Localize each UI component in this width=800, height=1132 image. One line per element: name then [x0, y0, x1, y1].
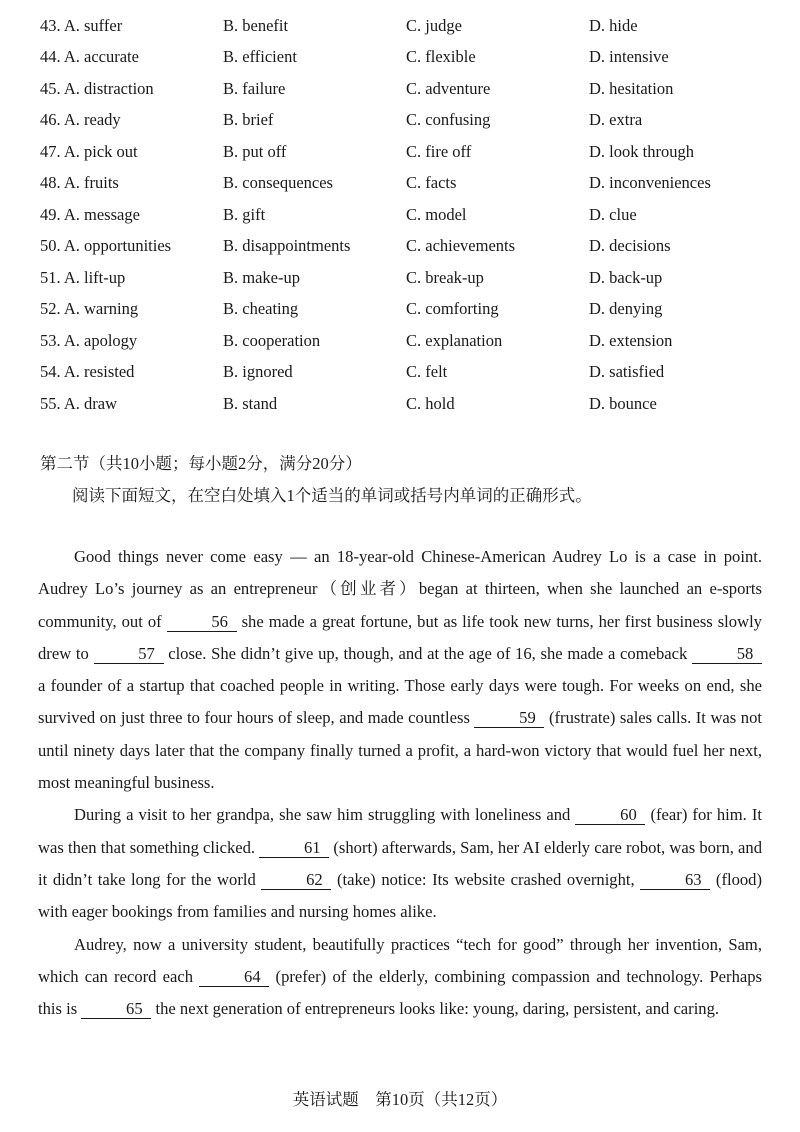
option-row — [40, 42, 780, 74]
blank-62: 62 — [261, 871, 331, 890]
option-text: A. ready — [63, 110, 121, 130]
option-b: B. gift — [223, 204, 266, 224]
option-a — [40, 362, 223, 382]
option-row — [40, 325, 780, 357]
option-a — [40, 268, 223, 288]
question-number: 55. — [40, 393, 61, 413]
option-d: D. satisfied — [589, 362, 665, 382]
option-text: A. warning — [63, 299, 139, 319]
option-a — [40, 205, 223, 225]
option-b: B. put off — [223, 141, 287, 161]
passage-text: (frustrate) sales calls. It was not until ninety days later that the company finally turned a profit, a hard-won victory that would fuel her next, most meaningful business. — [38, 708, 762, 793]
option-row — [40, 388, 780, 420]
page-footer: 英语试题 第10页（共12页） — [292, 1090, 508, 1109]
option-c: C. hold — [406, 393, 455, 413]
blank-61: 61 — [259, 839, 329, 858]
option-c: C. explanation — [406, 330, 503, 350]
option-c: C. comforting — [406, 299, 499, 319]
option-d: D. extra — [589, 110, 643, 130]
option-b: B. efficient — [223, 47, 297, 67]
option-d: D. hide — [589, 15, 638, 35]
option-c: C. judge — [406, 15, 462, 35]
passage-text: close. She didn’t give up, though, and at the age of 16, she made a comeback — [163, 643, 692, 663]
option-c: C. flexible — [406, 47, 476, 67]
paragraph-2 — [38, 799, 762, 928]
section-title: 第二节（共10小题；每小题2分，满分20分） — [40, 454, 362, 473]
option-d: D. decisions — [589, 236, 671, 256]
option-text: A. message — [63, 204, 140, 224]
blank-58: 58 — [692, 645, 762, 664]
option-c: C. model — [406, 204, 467, 224]
option-d: D. intensive — [589, 47, 669, 67]
option-text: A. fruits — [63, 173, 119, 193]
passage-text: a founder of a startup that coached people in writing. Those early days were tough. For weeks on end, she survived on just three to four hours of sleep, and made countless — [38, 676, 762, 728]
option-d: D. bounce — [589, 393, 657, 413]
option-text: A. suffer — [63, 15, 123, 35]
passage-text: During a visit to her grandpa, she saw him struggling with loneliness and — [74, 805, 576, 825]
option-d: D. extension — [589, 330, 673, 350]
option-a — [40, 173, 223, 193]
question-number: 44. — [40, 47, 61, 67]
options-table — [40, 10, 780, 420]
paragraph-1 — [38, 541, 762, 799]
passage-text: (fear) for him. It was then that something clicked. — [38, 805, 762, 857]
passage-text: (short) afterwards, Sam, her AI elderly care robot, was born, and it didn’t take long for the world — [38, 837, 763, 889]
option-a — [40, 47, 223, 67]
passage-text: she made a great fortune, but as life took new turns, her first business slowly drew to — [38, 611, 762, 663]
option-a — [40, 142, 223, 162]
option-text: A. draw — [63, 393, 117, 413]
option-text: A. pick out — [63, 141, 138, 161]
section-instruction: 阅读下面短文，在空白处填入1个适当的单词或括号内单词的正确形式。 — [72, 486, 592, 505]
question-number: 52. — [40, 299, 61, 319]
option-row — [40, 10, 780, 42]
passage-text: Audrey, now a university student, beautifully practices “tech for good” through her invention, Sam, which can record each — [38, 934, 762, 986]
passage-text: (take) notice: Its website crashed overnight, — [331, 869, 641, 889]
option-text: A. lift-up — [63, 267, 126, 287]
question-number: 53. — [40, 330, 61, 350]
passage-text: Good things never come easy — an 18-year-old Chinese-American Audrey Lo is a case in point. Audrey Lo’s journey as an entrepreneur（创业者）began at thirteen, when she launched an e-sports community, out of — [38, 547, 762, 631]
option-row — [40, 136, 780, 168]
option-a — [40, 79, 223, 99]
option-b: B. make-up — [223, 267, 300, 287]
option-text: A. resisted — [63, 362, 135, 382]
question-number: 51. — [40, 267, 61, 287]
reading-passage — [38, 541, 762, 1025]
question-number: 48. — [40, 173, 61, 193]
option-a — [40, 299, 223, 319]
option-a — [40, 394, 223, 414]
passage-text: the next generation of entrepreneurs looks like: young, daring, persistent, and caring. — [151, 999, 720, 1019]
option-row — [40, 105, 780, 137]
question-number: 49. — [40, 204, 61, 224]
option-c: C. confusing — [406, 110, 491, 130]
blank-56: 56 — [167, 613, 237, 632]
option-c: C. break-up — [406, 267, 484, 287]
option-a — [40, 236, 223, 256]
passage-text: (prefer) of the elderly, combining compassion and technology. Perhaps this is — [38, 966, 762, 1019]
option-text: A. opportunities — [63, 236, 172, 256]
option-b: B. disappointments — [223, 236, 351, 256]
option-d: D. denying — [589, 299, 663, 319]
option-c: C. felt — [406, 362, 448, 382]
blank-59: 59 — [474, 709, 544, 728]
option-d: D. hesitation — [589, 78, 674, 98]
blank-65: 65 — [81, 1000, 151, 1019]
option-b: B. cooperation — [223, 330, 321, 350]
option-c: C. fire off — [406, 141, 472, 161]
question-number: 43. — [40, 15, 61, 35]
option-a — [40, 331, 223, 351]
option-b: B. brief — [223, 110, 274, 130]
option-row — [40, 168, 780, 200]
option-a — [40, 16, 223, 36]
option-row — [40, 231, 780, 263]
option-row — [40, 294, 780, 326]
option-b: B. benefit — [223, 15, 289, 35]
blank-63: 63 — [640, 871, 710, 890]
option-b: B. cheating — [223, 299, 299, 319]
option-b: B. stand — [223, 393, 278, 413]
option-row — [40, 262, 780, 294]
question-number: 46. — [40, 110, 61, 130]
option-d: D. inconveniences — [589, 173, 711, 193]
question-number: 45. — [40, 78, 61, 98]
option-d: D. back-up — [589, 267, 663, 287]
option-b: B. ignored — [223, 362, 293, 382]
option-c: C. achievements — [406, 236, 516, 256]
option-row — [40, 199, 780, 231]
option-row — [40, 357, 780, 389]
option-text: A. accurate — [63, 47, 139, 67]
option-c: C. adventure — [406, 78, 491, 98]
option-a — [40, 110, 223, 130]
blank-57: 57 — [94, 645, 164, 664]
option-d: D. look through — [589, 141, 694, 161]
question-number: 54. — [40, 362, 61, 382]
paragraph-3 — [38, 929, 762, 1026]
question-number: 47. — [40, 141, 61, 161]
option-text: A. apology — [63, 330, 138, 350]
option-text: A. distraction — [63, 78, 154, 98]
passage-text: (flood) with eager bookings from families and nursing homes alike. — [38, 869, 762, 922]
option-b: B. consequences — [223, 173, 333, 193]
option-row — [40, 73, 780, 105]
blank-64: 64 — [199, 968, 269, 987]
blank-60: 60 — [575, 806, 645, 825]
option-c: C. facts — [406, 173, 457, 193]
option-d: D. clue — [589, 204, 637, 224]
option-b: B. failure — [223, 78, 286, 98]
question-number: 50. — [40, 236, 61, 256]
